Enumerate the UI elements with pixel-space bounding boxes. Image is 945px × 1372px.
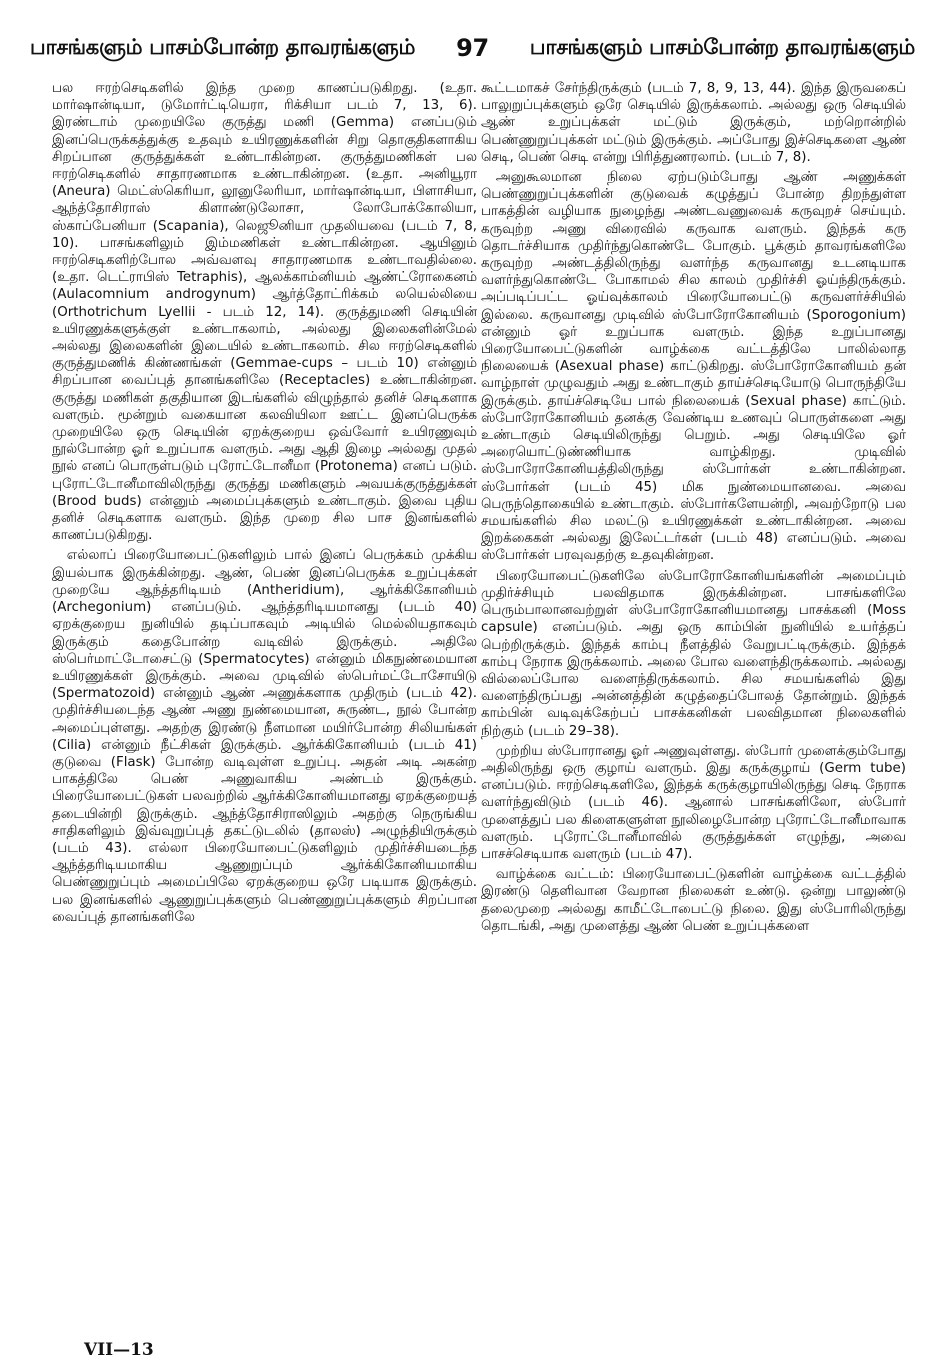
right-paragraph-5: வாழ்க்கை வட்டம்: பிரையோபைட்டுகளின் வாழ்க்கை வட்டத்தில் இரண்டு தெளிவான வேறான நிலைகள் உண்டு. ஒன்று பாலுண்டு தலைமுறை அல்லது காமீட்டோபைட்டு நிலை. இது ஸ்போரிலிருந்து தொடங்கி, அது முளைத்து ஆண் பெண் உறுப்புக்களை xyxy=(481,867,906,934)
left-paragraph-1: பல ஈரற்செடிகளில் இந்த முறை காணப்படுகிறது. (உதா. மார்ஷான்டியா, டுமோர்ட்டியெரா, ரிக்சியா படம் 7, 13, 6). இரண்டாம் முறையிலே குருத்து மணி (Gemma) எனப்படும் இனப்பெருக்கத்துக்கு உதவும் உயிரணுக்களின் சிறு தொகுதிகளாகிய சிறப்பான குருத்துக்கள் உண்டாகின்றன. குருத்துமணிகள் பல ஈரற்செடிகளில் சாதாரணமாக உண்டாகின்றன. (உதா. அனியூரா (Aneura) மெட்ஸ்கெரியா, லூனுலேரியா, மார்ஷான்டியா, பிளாசியா, ஆந்த்தோசிராஸ் கிளாண்டுலோசா, லோபோக்கோலியா, ஸ்காப்பேனியா (Scapania), லெஜூனியா முதலியவை (படம் 7, 8, 10). பாசங்களிலும் இம்மணிகள் உண்டாகின்றன. ஆயினும் ஈரற்செடிகளிற்போல அவ்வளவு சாதாரணமாக உண்டாவதில்லை. (உதா. டெட்ராபிஸ் Tetraphis), ஆலக்காம்னியம் ஆண்ட்ரோகைனம் (Aulacomnium androgynum) ஆர்த்தோட்ரிக்கம் லயெல்லியை (Orthotrichum Lyellii - படம் 12, 14). குருத்துமணி செடியின் உயிரணுக்களுக்குள் உண்டாகலாம், அல்லது இலைகளின்மேல் அல்லது இலைகளின் இடையில் உண்டாகலாம். சில ஈரற்செடிகளில் குருத்துமணிக் கிண்ணங்கள் (Gemmae-cups – படம் 10) என்னும் சிறப்பான வைப்புத் தானங்களிலே (Receptacles) உண்டாகின்றன. குருத்து மணிகள் தகுதியான இடங்களில் விழுந்தால் தனிச் செடிகளாக வளரும். மூன்றும் வகையான கலவியிலா ஊட்ட இனப்பெருக்க முறையிலே ஒரு செடியின் ஏறக்குறைய ஒவ்வோர் உயிரணுவும் நூல்போன்ற ஓர் உறுப்பாக வளரும். அது ஆதி இழை அல்லது முதல் நூல் எனப் பொருள்படும் புரோட்டோனீமா (Protonema) எனப் படும். புரோட்டோனீமாவிலிருந்து குருத்து மணிகளும் அவயக்குருத்துக்கள் (Brood buds) என்னும் அமைப்புக்களும் உண்டாகும். இவை புதிய தனிச் செடிகளாக வளரும். இந்த முறை சில பாச இனங்களில் காணப்படுகிறது. xyxy=(52,81,477,544)
header-right-title: பாசங்களும் பாசம்போன்ற தாவரங்களும் xyxy=(529,34,915,59)
left-column xyxy=(52,80,477,1348)
right-paragraph-3: பிரையோபைட்டுகளிலே ஸ்போரோகோனியங்களின் அமைப்பும் முதிர்ச்சியும் பலவிதமாக இருக்கின்றன. பாசங்களிலே பெரும்பாலானவற்றுள் ஸ்போரோகோனியமானது பாசக்கனி (Moss capsule) எனப்படும். அது ஒரு காம்பின் நுனியில் உயர்த்தப் பெற்றிருக்கும். இந்தக் காம்பு நீளத்தில் வேறுபட்டிருக்கும். இந்தக் காம்பு நேராக இருக்கலாம். அலை போல வளைந்திருக்கலாம். அல்லது வில்லைப்போல வளைந்திருக்கலாம். சில சமயங்களில் இது வளைந்திருப்பது அன்னத்தின் கழுத்தைப்போலத் தோன்றும். இந்தக் காம்பின் வடிவுக்கேற்பப் பாசக்கனிகள் பலவிதமான நிலைகளில் நிற்கும் (படம் 29–38). xyxy=(481,568,906,739)
header-left-title: பாசங்களும் பாசம்போன்ற தாவரங்களும் xyxy=(30,34,416,59)
volume-mark: VII—13 xyxy=(84,1340,154,1360)
right-column xyxy=(481,80,906,1328)
left-paragraph-2: எல்லாப் பிரையோபைட்டுகளிலும் பால் இனப் பெருக்கம் முக்கிய இயல்பாக இருக்கின்றது. ஆண், பெண் இனப்பெருக்க உறுப்புக்கள் முறையே ஆந்த்தரிடியம் (Antheridium), ஆர்க்கிகோனியம் (Archegonium) எனப்படும். ஆந்த்தரிடியமானது (படம் 40) ஏறக்குறைய நுனியில் தடிப்பாகவும் அடியில் மெல்லியதாகவும் இருக்கும் கதைபோன்ற வடிவில் இருக்கும். அதிலே ஸ்பெர்மாட்டோசைட்டு (Spermatocytes) என்னும் மிகநுண்மையான உயிரணுக்கள் இருக்கும். அவை முடிவில் ஸ்பெர்மட்டோசோயிடு (Spermatozoid) என்னும் ஆண் அணுக்களாக முதிரும் (படம் 42). முதிர்ச்சியடைந்த ஆண் அணு நுண்மையான, சுருண்ட, நூல் போன்ற அமைப்புள்ளது. அதற்கு இரண்டு நீளமான மயிர்போன்ற சிலியங்கள் (Cilia) என்னும் நீட்சிகள் இருக்கும். ஆர்க்கிகோனியம் (படம் 41) குடுவை (Flask) போன்ற வடிவுள்ள உறுப்பு. அதன் அடி அகன்ற பாகத்திலே பெண் அணுவாகிய அண்டம் இருக்கும். பிரையோபைட்டுகள் பலவற்றில் ஆர்க்கிகோனியமானது ஏறக்குறையத் தடையின்றி இருக்கும். ஆந்த்தோசிராஸிலும் அதற்கு நெருங்கிய சாதிகளிலும் இவ்வுறுப்புத் தகட்டுடலில் (தாலஸ்) அழுந்தியிருக்கும் (படம் 43). எல்லா பிரையோபைட்டுகளிலும் முதிர்ச்சியடைந்த ஆந்த்தரிடியமாகிய ஆணுறுப்பும் ஆர்க்கிகோனியமாகிய பெண்ணுறுப்பும் அமைப்பிலே ஏறக்குறைய ஒரே படியாக இருக்கும். பல இனங்களில் ஆணுறுப்புக்களும் பெண்ணுறுப்புக்களும் சிறப்பான வைப்புத் தானங்களிலே xyxy=(52,548,477,925)
running-header xyxy=(30,30,915,66)
right-paragraph-1: கூட்டமாகச் சேர்ந்திருக்கும் (படம் 7, 8, 9, 13, 44). இந்த இருவகைப் பாலுறுப்புக்களும் ஒரே செடியில் இருக்கலாம். அல்லது ஒரு செடியில் ஆண் உறுப்புக்கள் மட்டும் இருக்கும், மற்றொன்றில் பெண்ணுறுப்புக்கள் மட்டும் இருக்கும். அப்போது இச்செடிகளை ஆண் செடி, பெண் செடி என்று பிரித்துணரலாம். (படம் 7, 8). xyxy=(481,81,906,165)
right-paragraph-2: அனுகூலமான நிலை ஏற்படும்போது ஆண் அணுக்கள் பெண்ணுறுப்புக்களின் குடுவைக் கழுத்துப் போன்ற திறந்துள்ள பாகத்தின் வழியாக நுழைந்து அண்டவணுவைக் கருவுறச் செய்யும். கருவுற்ற அணு விரைவில் கருவாக வளரும். இந்தக் கரு தொடர்ச்சியாக முதிர்ந்துகொண்டே போகும். பூக்கும் தாவரங்களிலே கருவுற்ற அண்டத்திலிருந்து வளர்ந்த கருவானது உடனடியாக வளர்ந்துகொண்டே போகாமல் சில காலம் முதிர்ச்சி ஓய்ந்திருக்கும். அப்படிப்பட்ட ஓய்வுக்காலம் பிரையோபைட்டு கருவளர்ச்சியில் இல்லை. கருவானது முடிவில் ஸ்போரோகோனியம் (Sporogonium) என்னும் ஓர் உறுப்பாக வளரும். இந்த உறுப்பானது பிரையோபைட்டுகளின் வாழ்க்கை வட்டத்திலே பாலில்லாத நிலையைக் (Asexual phase) காட்டுகிறது. ஸ்போரோகோனியம் தன் வாழ்நாள் முழுவதும் அது உண்டாகும் தாய்ச்செடியோடு பொருந்தியே இருக்கும். தாய்ச்செடியே பால் நிலையைக் (Sexual phase) காட்டும். ஸ்போரோகோனியம் தனக்கு வேண்டிய உணவுப் பொருள்களை அது உண்டாகும் செடியிலிருந்து பெறும். அது செடியிலே ஓர் அரையொட்டுண்ணியாக வாழ்கிறது. முடிவில் ஸ்போரோகோனியத்திலிருந்து ஸ்போர்கள் உண்டாகின்றன. ஸ்போர்கள் (படம் 45) மிக நுண்மையானவை. அவை பெருந்தொகையில் உண்டாகும். ஸ்போர்களேயன்றி, அவற்றோடு பல சமயங்களில் சில மலட்டு உயிரணுக்கள் உண்டாகின்றன. அவை இறக்கைகள் அல்லது இலேட்டர்கள் (படம் 48) எனப்படும். அவை ஸ்போர்கள் பரவுவதற்கு உதவுகின்றன. xyxy=(481,170,906,564)
page-number: 97 xyxy=(456,34,489,62)
right-paragraph-4: முற்றிய ஸ்போரானது ஓர் அணுவுள்ளது. ஸ்போர் முளைக்கும்போது அதிலிருந்து ஒரு குழாய் வளரும். இது கருக்குழாய் (Germ tube) எனப்படும். ஈரற்செடிகளிலே, இந்தக் கருக்குழாயிலிருந்து செடி நேராக வளர்ந்துவிடும் (படம் 46). ஆனால் பாசங்களிலோ, ஸ்போர் முளைத்துப் பல கிளைகளுள்ள நூலிழைபோன்ற புரோட்டோனீமாவாக வளரும். புரோட்டோனீமாவில் குருத்துக்கள் எழுந்து, அவை பாசச்செடியாக வளரும் (படம் 47). xyxy=(481,743,906,862)
